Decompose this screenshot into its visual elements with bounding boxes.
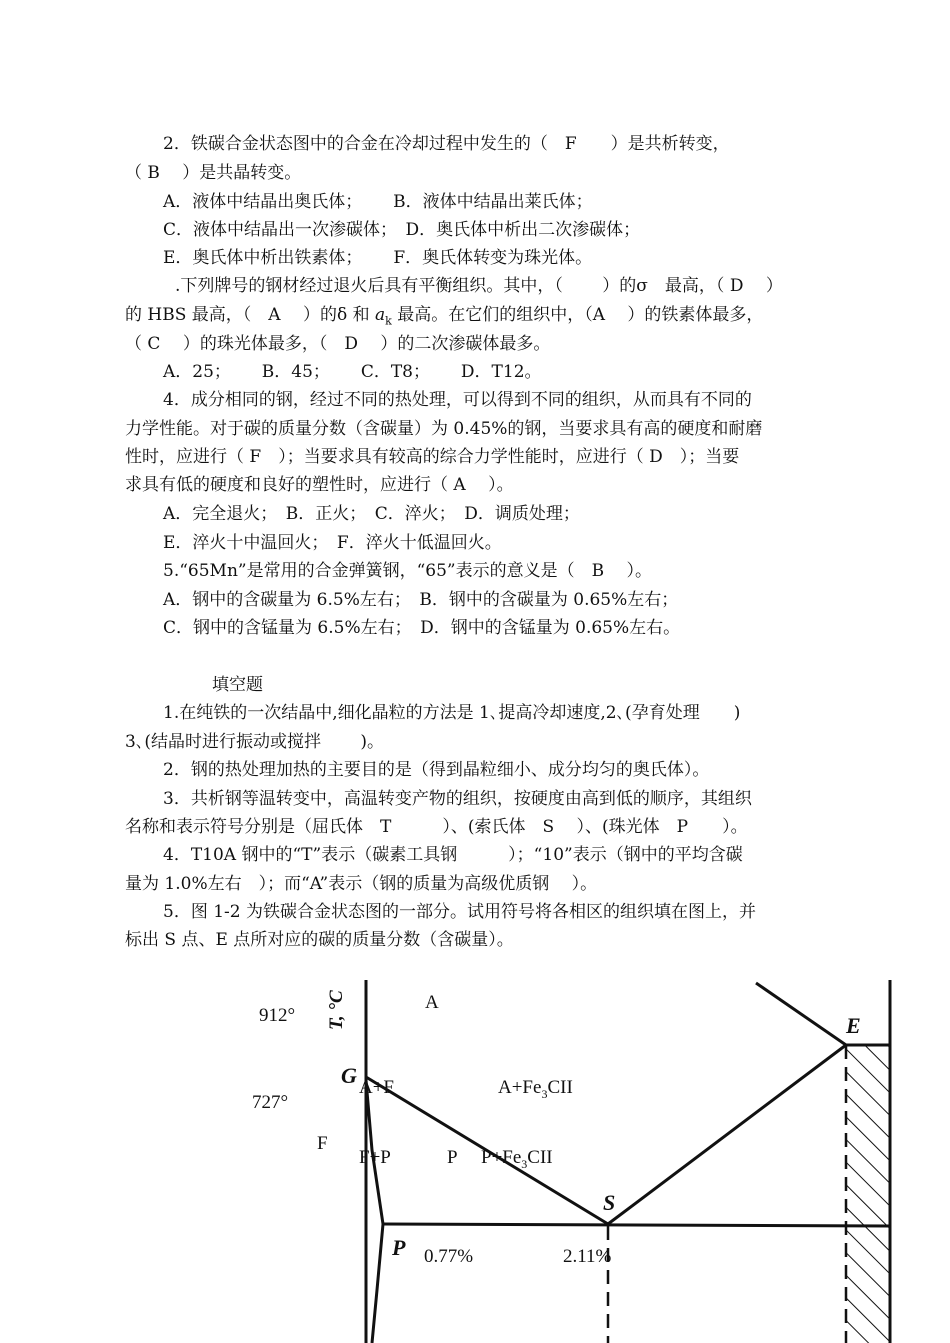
point-e-label: E: [846, 1013, 861, 1038]
eutectoid-line: [383, 1224, 890, 1226]
q4-stem-line3: 性时，应进行（ F ）；当要求具有较高的综合力学性能时，应进行（ D ）；当要: [125, 447, 740, 467]
fill3-line1: 3．共析钢等温转变中，高温转变产物的组织，按硬度由高到低的顺序，其组织: [163, 789, 752, 809]
q4-stem-line1: 4．成分相同的钢，经过不同的热处理，可以得到不同的组织，从而具有不同的: [163, 390, 752, 410]
temp-727-label: 727°: [252, 1092, 289, 1113]
hatched-cementite-region: [846, 1045, 889, 1343]
q2-stem-line1: 2．铁碳合金状态图中的合金在冷却过程中发生的（ F ）是共析转变，: [163, 134, 730, 154]
point-p-label: P: [392, 1235, 406, 1260]
q3-stem-line3: （ C ）的珠光体最多，（ D ）的二次渗碳体最多。: [125, 334, 551, 354]
fill4-line1: 4．T10A 钢中的“T”表示（碳素工具钢 ）；“10”表示（钢中的平均含碳: [163, 845, 743, 865]
temp-912-label: 912°: [259, 1005, 296, 1026]
q4-stem-line4: 求具有低的硬度和良好的塑性时，应进行（ A ）。: [125, 475, 514, 495]
q3-ak-subscript: k: [385, 314, 392, 328]
q3-options: A．25； B．45； C．T8； D．T12。: [163, 362, 542, 382]
q2-stem-line2: （ B ）是共晶转变。: [125, 163, 302, 183]
es-line: [608, 1045, 846, 1224]
fill1-line2: 3､(结晶时进行振动或搅拌 )｡: [125, 732, 376, 752]
fill1-line1: 1.在纯铁的一次结晶中,细化晶粒的方法是 1､提高冷却速度,2､(孕育处理 ): [163, 703, 741, 723]
pct-077-label: 0.77%: [424, 1246, 474, 1267]
q5-stem: 5.“65Mn”是常用的合金弹簧钢，“65”表示的意义是（ B ）。: [163, 561, 652, 581]
pct-211-label: 2.11%: [563, 1246, 612, 1267]
fill3-line2: 名称和表示符号分别是（屈氏体 T ）、(索氏体 S ）、(珠光体 P ）。: [125, 817, 748, 837]
q3-stem-part-b: 最高。在它们的组织中，（A ）的铁素体最多，: [391, 305, 764, 325]
point-s-label: S: [603, 1190, 616, 1215]
region-af-label: A+F: [359, 1077, 395, 1098]
fill2: 2．钢的热处理加热的主要目的是（得到晶粒细小、成分均匀的奥氏体）。: [163, 760, 710, 780]
fill5-line1: 5．图 1-2 为铁碳合金状态图的一部分。试用符号将各相区的组织填在图上，并: [163, 902, 756, 922]
region-p-fe3c-label: $P+Fe_3CII$: [481, 1147, 553, 1171]
q5-options-line2: C．钢中的含锰量为 6.5%左右； D．钢中的含锰量为 0.65%左右。: [163, 618, 681, 638]
axis-label: T, °C: [326, 990, 347, 1030]
pq-curve: [372, 1224, 383, 1343]
q4-stem-line2: 力学性能。对于碳的质量分数（含碳量）为 0.45%的钢，当要求具有高的硬度和耐磨: [125, 419, 763, 439]
liquidus-to-e-line: [756, 983, 846, 1045]
q3-ak-symbol: a: [375, 305, 386, 325]
region-a-fe3c-label: $A+Fe_3CII$: [498, 1077, 573, 1101]
q5-options-line1: A．钢中的含碳量为 6.5%左右； B．钢中的含碳量为 0.65%左右；: [163, 590, 679, 610]
region-a-label: A: [425, 992, 439, 1013]
q4-options-line1: A．完全退火； B．正火； C．淬火； D．调质处理；: [163, 504, 580, 524]
region-f-label: F: [317, 1133, 328, 1154]
fill5-line2: 标出 S 点、E 点所对应的碳的质量分数（含碳量）。: [125, 930, 514, 950]
q3-stem-line1: .下列牌号的钢材经过退火后具有平衡组织。其中，（ ）的σ 最高，（ D ）: [175, 276, 783, 296]
fill-blank-heading: 填空题: [212, 675, 263, 695]
region-fp-label: F+P: [359, 1147, 391, 1168]
region-p-label: P: [447, 1147, 458, 1168]
q3-stem-part-a: 的 HBS 最高，（ A ）的δ 和: [125, 305, 375, 325]
q2-options-cd: C．液体中结晶出一次渗碳体； D．奥氏体中析出二次渗碳体；: [163, 220, 641, 240]
q4-options-line2: E．淬火十中温回火； F．淬火十低温回火。: [163, 533, 502, 553]
point-g-label: G: [341, 1063, 357, 1088]
q2-options-ef: E．奥氏体中析出铁素体； F．奥氏体转变为珠光体。: [163, 248, 593, 268]
q2-options-ab: A．液体中结晶出奥氏体； B．液体中结晶出莱氏体；: [163, 192, 593, 212]
fill4-line2: 量为 1.0%左右 ）；而“A”表示（钢的质量为高级优质钢 ）。: [125, 874, 598, 894]
